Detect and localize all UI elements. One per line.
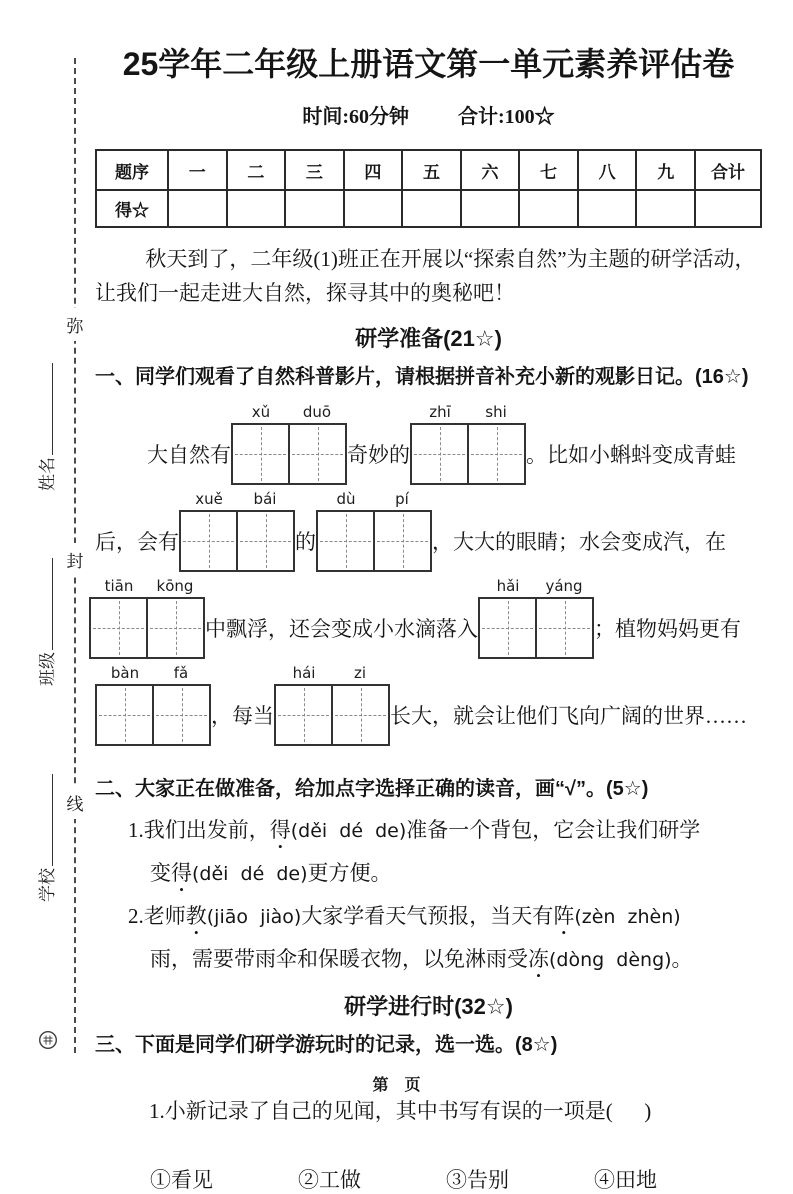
q1-text: 中飘浮，还会变成小水滴落入 [205,617,478,641]
class-blank-line [37,558,53,650]
page-title: 25学年二年级上册语文第一单元素养评估卷 [122,46,735,82]
q1-text: 的 [295,530,316,554]
score-col-header: 五 [402,150,461,190]
score-cell [695,190,761,227]
score-col-header: 一 [168,150,227,190]
name-blank-line [37,363,53,455]
q1-text: ，每当 [211,704,274,728]
q1-text: 奇妙的 [347,443,410,467]
tianzige-cell [152,686,209,744]
score-col-header: 九 [636,150,695,190]
pinyin-label: tiān kōng [104,577,194,595]
exam-paper [95,0,762,1194]
q1-text: ；植物妈妈更有 [594,617,741,641]
option-3: ③告别 [446,1168,509,1192]
name-field-label: 姓名 [37,457,57,491]
tianzige-cell [146,599,203,657]
pinyin-choices: (děi dé de) [192,863,308,885]
school-blank-line [37,774,53,866]
tianzige-cell [331,686,388,744]
tianzige-cell [412,425,467,483]
q1-text: 大自然有 [147,443,231,467]
question-1-heading: 一、同学们观看了自然科普影片，请根据拼音补充小新的观影日记。(16☆) [95,366,749,388]
option-1: ①看见 [150,1168,213,1192]
tianzige-cell [236,512,293,570]
tianzige-cell [91,599,146,657]
q1-text: 。比如小蝌蚪变成青蛙 [526,443,736,467]
tianzige-cell [181,512,236,570]
pinyin-label: hái zi [292,664,367,682]
writing-box-pair [274,664,390,746]
score-col-header: 题序 [96,150,168,190]
page-footer: 第 页 [372,1077,421,1094]
pinyin-label: zhī shi [429,403,507,421]
pinyin-choices: (zèn zhèn) [574,906,681,928]
score-col-header: 三 [285,150,344,190]
score-col-header: 二 [227,150,286,190]
tianzige-cell [233,425,288,483]
writing-box-pair [231,403,347,485]
writing-box-pair [410,403,526,485]
writing-box-pair [316,490,432,572]
school-field [33,752,57,902]
name-field [33,341,57,491]
pinyin-label: xuě bái [195,490,277,508]
writing-box-pair [95,664,211,746]
pinyin-choices: (jiāo jiào) [206,906,302,928]
tianzige-cell [318,512,373,570]
score-cell [402,190,461,227]
q1-text: 后，会有 [95,530,179,554]
pinyin-choices: (děi dé de) [290,820,407,842]
seal-char-2: 封 [66,543,85,576]
section-title-prep: 研学准备(21☆) [355,326,502,351]
q3-item1: 1.小新记录了自己的见闻，其中书写有误的一项是( ) [149,1099,652,1123]
tianzige-cell [535,599,592,657]
pinyin-label: bàn fǎ [110,664,189,682]
item-number: 1. [149,1099,165,1123]
q3-options [95,1164,762,1194]
tianzige-cell [480,599,535,657]
q2-item2-line1: 2.老师教(jiāo jiào)大家学看天气预报，当天有阵(zèn zhèn) [95,901,762,933]
seal-char-1: 弥 [66,308,85,341]
score-cell [578,190,637,227]
dotted-char: 冻 [528,947,549,971]
q2-item1-line1: 1.我们出发前，得(děi dé de)准备一个背包，它会让我们研学 [95,815,762,847]
score-col-header: 六 [461,150,520,190]
score-row-label: 得☆ [96,190,168,227]
dotted-char: 得 [269,818,291,842]
writing-box-pair [179,490,295,572]
dotted-char: 阵 [553,904,575,928]
score-table-score-row [96,190,761,227]
pinyin-label: xǔ duō [251,403,332,421]
dotted-char: 教 [185,904,207,928]
item-number: 2. [128,904,144,928]
pinyin-label: hǎi yáng [496,577,583,595]
score-table [95,149,762,228]
score-cell [227,190,286,227]
option-4: ④田地 [594,1168,657,1192]
tianzige-cell [467,425,524,483]
score-table-header-row [96,150,761,190]
tianzige-cell [373,512,430,570]
tianzige-cell [97,686,152,744]
score-col-header: 合计 [695,150,761,190]
seal-stamp-icon [38,1030,58,1055]
pinyin-choices: (dòng dèng) [549,949,672,971]
score-cell [461,190,520,227]
q1-line-2 [95,490,762,571]
writing-box-pair [89,577,205,659]
pinyin-label: dù pí [336,490,409,508]
exam-meta [95,100,762,129]
time-limit: 时间:60分钟 [302,106,409,128]
seal-char-3: 线 [66,786,85,819]
tianzige-cell [288,425,345,483]
q1-line-4 [95,664,762,745]
score-cell [636,190,695,227]
writing-box-pair [478,577,594,659]
school-field-label: 学校 [37,868,57,902]
dotted-char: 得 [171,861,192,885]
q1-text: ，大大的眼睛；水会变成汽，在 [432,530,726,554]
score-col-header: 八 [578,150,637,190]
score-cell [519,190,578,227]
score-col-header: 七 [519,150,578,190]
q2-item2-line2: 雨，需要带雨伞和保暖衣物，以免淋雨受冻(dòng dèng)。 [95,944,762,976]
score-col-header: 四 [344,150,403,190]
section-title-during: 研学进行时(32☆) [344,994,513,1019]
class-field [33,536,57,686]
item-number: 1. [128,818,144,842]
score-cell [168,190,227,227]
q1-line-1 [95,403,762,484]
tianzige-cell [276,686,331,744]
score-cell [344,190,403,227]
intro-paragraph: 秋天到了，二年级(1)班正在开展以“探索自然”为主题的研学活动，让我们一起走进大自然，探寻其中的奥秘吧！ [95,247,756,305]
total-score: 合计:100☆ [458,106,555,128]
option-2: ②工做 [298,1168,361,1192]
q1-line-3 [89,577,762,658]
q1-text: 长大，就会让他们飞向广阔的世界…… [390,704,747,728]
score-cell [285,190,344,227]
question-2-heading: 二、大家正在做准备，给加点字选择正确的读音，画“√”。(5☆) [95,778,649,800]
q2-item1-line2: 变得(děi dé de)更方便。 [95,858,762,890]
question-3-heading: 三、下面是同学们研学游玩时的记录，选一选。(8☆) [95,1034,558,1056]
class-field-label: 班级 [37,652,57,686]
